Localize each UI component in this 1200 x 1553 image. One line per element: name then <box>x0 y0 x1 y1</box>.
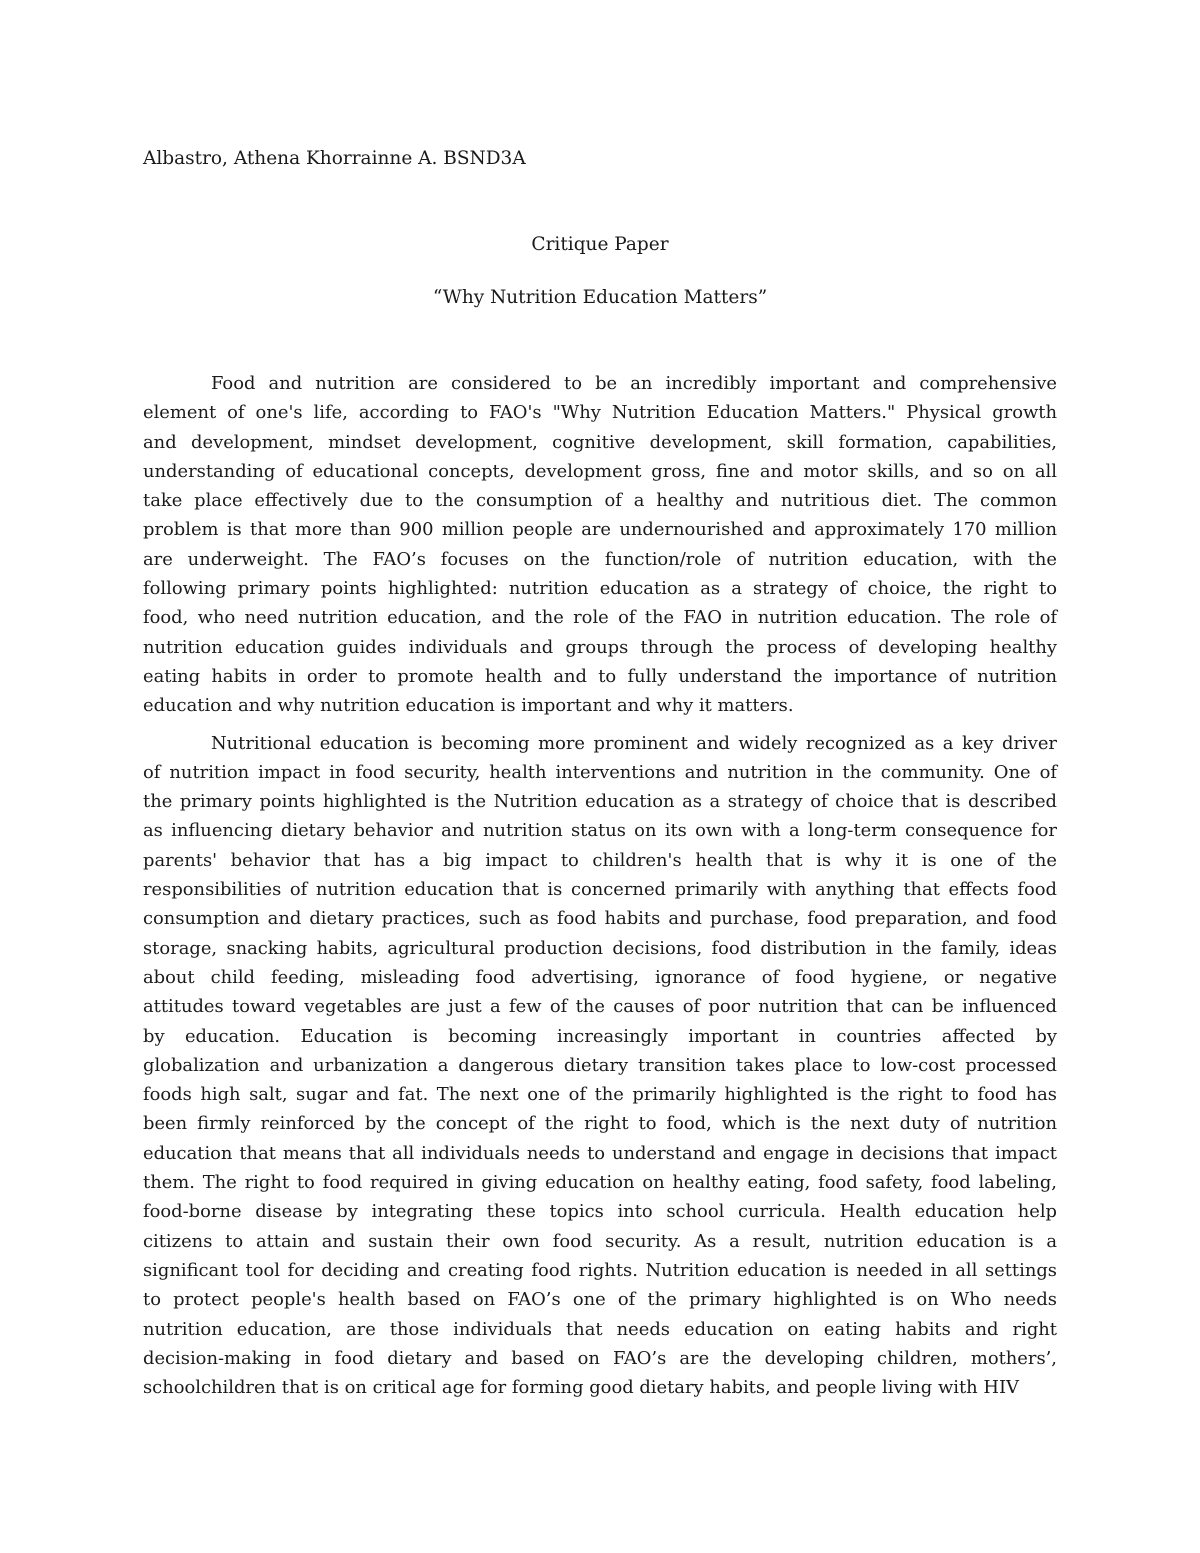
paragraph-line: nutrition education guides individuals and groups through the process of developing healthy <box>143 636 1057 658</box>
author-line: Albastro, Athena Khorrainne A. BSND3A <box>143 148 526 169</box>
paragraph-line: globalization and urbanization a dangerous dietary transition takes place to low-cost processed <box>143 1054 1057 1076</box>
paragraph-line: of nutrition impact in food security, health interventions and nutrition in the community. One of <box>143 761 1057 783</box>
paragraph-line: take place effectively due to the consumption of a healthy and nutritious diet. The common <box>143 490 1057 512</box>
paragraph <box>143 369 1057 721</box>
paragraph-line: by education. Education is becoming increasingly important in countries affected by <box>143 1025 1057 1047</box>
paragraph-line: nutrition education, are those individuals that needs education on eating habits and right <box>143 1318 1057 1340</box>
paragraph-line: are underweight. The FAO’s focuses on the function/role of nutrition education, with the <box>143 548 1057 570</box>
paragraph-line: been firmly reinforced by the concept of the right to food, which is the next duty of nutrition <box>143 1113 1057 1135</box>
paragraph-line: and development, mindset development, cognitive development, skill formation, capabilities, <box>143 431 1057 453</box>
paragraph-line: following primary points highlighted: nutrition education as a strategy of choice, the right to <box>143 578 1057 600</box>
paper-title: Critique Paper <box>531 234 669 255</box>
paragraph-line: education and why nutrition education is important and why it matters. <box>143 695 794 717</box>
paragraph-line: to protect people's health based on FAO’s one of the primary highlighted is on Who needs <box>143 1289 1057 1311</box>
paragraph-line: food, who need nutrition education, and the role of the FAO in nutrition education. The role of <box>143 607 1057 629</box>
paragraph-line: about child feeding, misleading food advertising, ignorance of food hygiene, or negative <box>143 966 1057 988</box>
paragraph-line: Food and nutrition are considered to be an incredibly important and comprehensive <box>211 373 1057 394</box>
paragraph <box>143 729 1057 1403</box>
paragraph-line: responsibilities of nutrition education that is concerned primarily with anything that effects food <box>143 879 1057 901</box>
paragraph-line: the primary points highlighted is the Nutrition education as a strategy of choice that is described <box>143 791 1057 813</box>
paper-subtitle: “Why Nutrition Education Matters” <box>432 287 768 308</box>
body-text <box>143 369 1057 1410</box>
paragraph-line: them. The right to food required in giving education on healthy eating, food safety, food labeling, <box>143 1172 1057 1194</box>
paragraph-line: significant tool for deciding and creating food rights. Nutrition education is needed in all settings <box>143 1259 1057 1281</box>
paragraph-line: eating habits in order to promote health and to fully understand the importance of nutrition <box>143 665 1057 687</box>
paragraph-line: citizens to attain and sustain their own food security. As a result, nutrition education is a <box>143 1230 1057 1252</box>
paragraph-line: consumption and dietary practices, such as food habits and purchase, food preparation, and food <box>143 908 1057 930</box>
paragraph-line: as influencing dietary behavior and nutrition status on its own with a long-term consequence for <box>143 820 1057 842</box>
paragraph-line: education that means that all individuals needs to understand and engage in decisions that impact <box>143 1142 1057 1164</box>
paragraph-line: food-borne disease by integrating these topics into school curricula. Health education help <box>143 1201 1057 1223</box>
paragraph-line: storage, snacking habits, agricultural production decisions, food distribution in the family, ideas <box>143 937 1057 959</box>
paragraph-line: foods high salt, sugar and fat. The next one of the primarily highlighted is the right to food has <box>143 1084 1057 1106</box>
paragraph-line: element of one's life, according to FAO's "Why Nutrition Education Matters." Physical growth <box>143 402 1057 424</box>
paragraph-line: problem is that more than 900 million people are undernourished and approximately 170 million <box>143 519 1057 541</box>
paragraph-line: decision-making in food dietary and based on FAO’s are the developing children, mothers’, <box>143 1347 1057 1369</box>
paragraph-line: understanding of educational concepts, development gross, fine and motor skills, and so on all <box>143 460 1057 482</box>
paragraph-line: attitudes toward vegetables are just a few of the causes of poor nutrition that can be influenced <box>143 996 1057 1018</box>
paragraph-line: schoolchildren that is on critical age for forming good dietary habits, and people living with HIV <box>143 1377 1019 1399</box>
paragraph-line: Nutritional education is becoming more prominent and widely recognized as a key driver <box>211 732 1057 754</box>
paragraph-line: parents' behavior that has a big impact to children's health that is why it is one of the <box>143 849 1057 871</box>
